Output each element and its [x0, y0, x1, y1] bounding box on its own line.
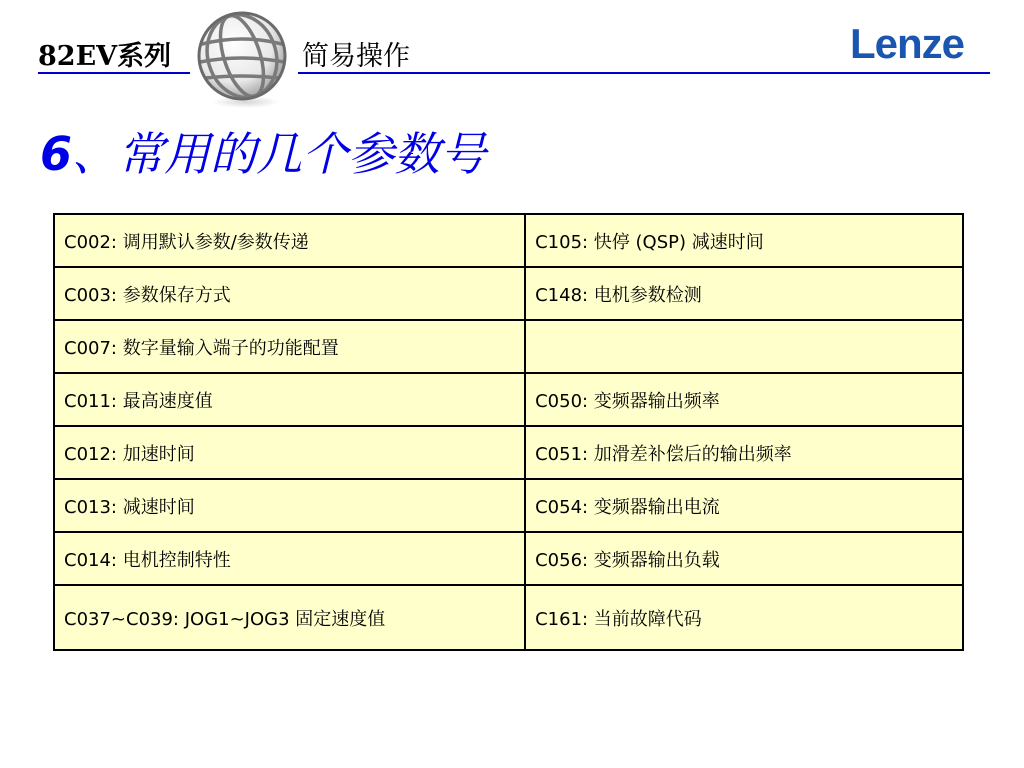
table-row	[54, 532, 963, 585]
table-cell: C013: 减速时间	[54, 479, 525, 532]
table-cell: C105: 快停 (QSP) 减速时间	[525, 214, 963, 267]
table-row	[54, 320, 963, 373]
table-row	[54, 373, 963, 426]
table-cell: C014: 电机控制特性	[54, 532, 525, 585]
table-cell: C002: 调用默认参数/参数传递	[54, 214, 525, 267]
table-row	[54, 426, 963, 479]
table-cell: C051: 加滑差补偿后的输出频率	[525, 426, 963, 479]
table-cell: C012: 加速时间	[54, 426, 525, 479]
table-cell: C011: 最高速度值	[54, 373, 525, 426]
table-cell: C007: 数字量输入端子的功能配置	[54, 320, 525, 373]
table-cell	[525, 320, 963, 373]
logo-text: Lenze	[850, 20, 965, 67]
section-number: 6	[40, 127, 73, 181]
series-underline	[38, 72, 190, 74]
table-row	[54, 214, 963, 267]
table-cell: C161: 当前故障代码	[525, 585, 963, 650]
table-row	[54, 479, 963, 532]
table-cell: C050: 变频器输出频率	[525, 373, 963, 426]
slide-subtitle: 简易操作	[302, 41, 410, 72]
table-cell: C054: 变频器输出电流	[525, 479, 963, 532]
section-separator: 、	[72, 127, 119, 181]
table-cell: C037~C039: JOG1~JOG3 固定速度值	[54, 585, 525, 650]
table-row	[54, 585, 963, 650]
parameter-table	[53, 213, 964, 651]
slide-header	[0, 0, 1024, 110]
table-row	[54, 267, 963, 320]
lenze-logo	[848, 18, 978, 68]
table-cell: C003: 参数保存方式	[54, 267, 525, 320]
table-cell: C148: 电机参数检测	[525, 267, 963, 320]
section-title	[40, 118, 486, 184]
table-cell: C056: 变频器输出负载	[525, 532, 963, 585]
section-title-text: 常用的几个参数号	[118, 127, 487, 181]
globe-icon	[192, 6, 296, 110]
series-label: 82EV系列	[38, 41, 172, 72]
header-rule	[298, 72, 990, 74]
